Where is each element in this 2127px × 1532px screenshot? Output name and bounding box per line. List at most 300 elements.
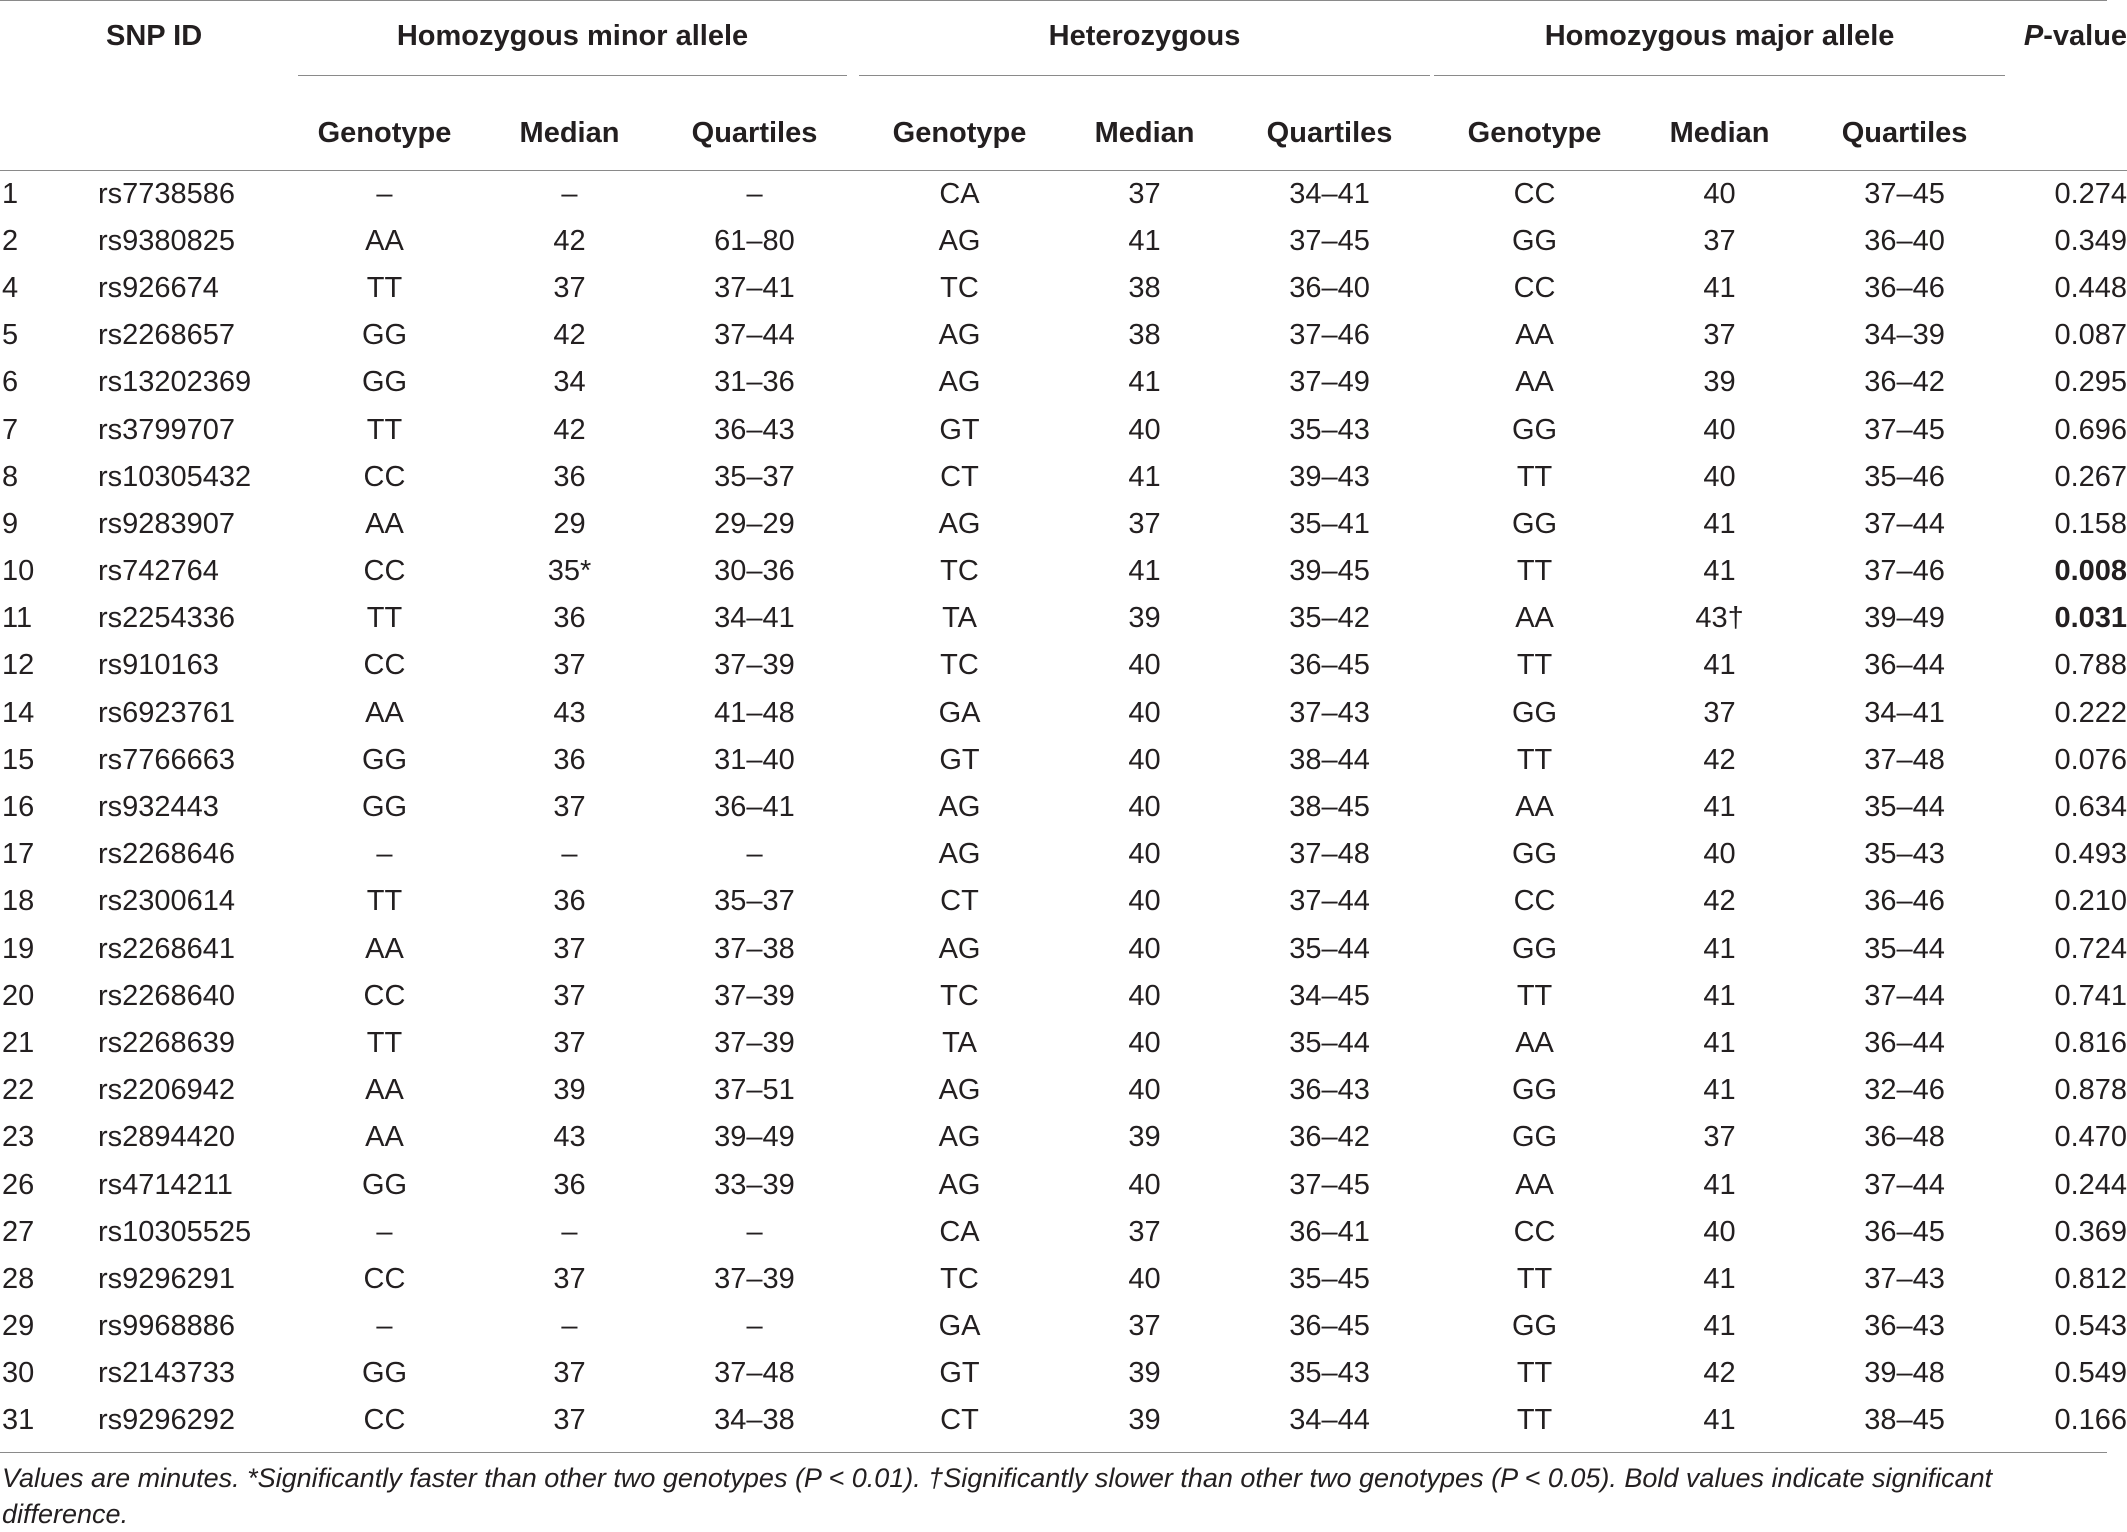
snp-id-cell: rs4714211 [98,1168,233,1201]
het-genotype-cell: CA [939,177,980,210]
major-median-cell: 41 [1703,979,1736,1012]
subheader-major-quartiles: Quartiles [1841,116,1968,149]
major-quartiles-cell: 37–43 [1864,1262,1945,1295]
row-index-cell: 1 [2,177,19,210]
minor-quartiles-cell: 35–37 [714,885,795,918]
p-value-cell: 0.549 [2054,1357,2127,1390]
major-quartiles-cell: 32–46 [1864,1074,1945,1107]
minor-quartiles-cell: 36–41 [714,791,795,824]
row-index-cell: 12 [2,649,35,682]
major-genotype-cell: GG [1511,507,1558,540]
spacer-cell [847,926,867,973]
major-genotype-cell: TT [1516,1403,1553,1436]
major-quartiles-cell: 36–43 [1864,1310,1945,1343]
het-genotype-cell: CT [940,1403,979,1436]
table-row [0,595,2127,642]
major-median-cell: 43† [1695,602,1744,635]
major-quartiles-cell: 35–46 [1864,460,1945,493]
p-value-cell: 0.267 [2054,460,2127,493]
major-genotype-cell: AA [1515,602,1554,635]
table-row [0,1209,2127,1256]
spacer-cell [1422,1114,1442,1161]
minor-median-cell: 36 [553,602,586,635]
major-median-cell: 41 [1703,1168,1736,1201]
het-quartiles-cell: 37–49 [1289,366,1370,399]
het-median-cell: 40 [1128,413,1161,446]
spacer-cell [1422,1067,1442,1114]
snp-id-cell: rs2143733 [98,1357,236,1390]
major-genotype-cell: GG [1511,1074,1558,1107]
major-quartiles-cell: 37–48 [1864,743,1945,776]
het-genotype-cell: AG [938,932,981,965]
snp-id-cell: rs2894420 [98,1121,236,1154]
het-genotype-cell: TC [940,1262,979,1295]
row-index-cell: 27 [2,1215,35,1248]
minor-median-cell: 36 [553,743,586,776]
minor-genotype-cell: – [376,177,393,210]
het-genotype-cell: AG [938,507,981,540]
table-row [0,406,2127,453]
p-value-cell: 0.210 [2054,885,2127,918]
table-row [0,171,2127,218]
het-genotype-cell: AG [938,1168,981,1201]
table-row [0,878,2127,925]
major-genotype-cell: TT [1516,743,1553,776]
major-median-cell: 42 [1703,743,1736,776]
major-quartiles-cell: 37–45 [1864,413,1945,446]
major-median-cell: 41 [1703,271,1736,304]
table-row [0,1397,2127,1449]
het-quartiles-cell: 35–44 [1289,932,1370,965]
major-genotype-cell: TT [1516,649,1553,682]
minor-quartiles-cell: 37–51 [714,1074,795,1107]
minor-genotype-cell: CC [363,979,406,1012]
table-row [0,548,2127,595]
table-row [0,926,2127,973]
subheader-minor-genotype: Genotype [317,116,452,149]
snp-id-cell: rs910163 [98,649,219,682]
snp-id-cell: rs10305525 [98,1215,252,1248]
minor-median-cell: 37 [553,1357,586,1390]
subheader-major-genotype: Genotype [1467,116,1602,149]
table-row [0,359,2127,406]
major-median-cell: 41 [1703,649,1736,682]
minor-quartiles-cell: 37–39 [714,649,795,682]
major-quartiles-cell: 36–46 [1864,885,1945,918]
snp-id-cell: rs2206942 [98,1074,236,1107]
row-index-cell: 4 [2,271,19,304]
p-value-cell: 0.741 [2054,979,2127,1012]
major-quartiles-cell: 35–44 [1864,791,1945,824]
row-index-cell: 2 [2,224,19,257]
snp-id-cell: rs926674 [98,271,219,304]
p-value-cell: 0.274 [2054,177,2127,210]
spacer-cell [847,784,867,831]
minor-median-cell: 37 [553,649,586,682]
table-row [0,1256,2127,1303]
het-quartiles-cell: 37–45 [1289,224,1370,257]
het-median-cell: 40 [1128,1074,1161,1107]
major-quartiles-cell: 36–48 [1864,1121,1945,1154]
minor-quartiles-cell: 30–36 [714,555,795,588]
minor-median-cell: 34 [553,366,586,399]
snp-id-cell: rs6923761 [98,696,236,729]
header-p-value-rest: -value [2043,20,2127,52]
het-genotype-cell: AG [938,319,981,352]
header-group-het [867,0,1422,96]
table-row [0,312,2127,359]
minor-genotype-cell: CC [363,1403,406,1436]
spacer-cell [1422,784,1442,831]
minor-median-cell: 39 [553,1074,586,1107]
het-quartiles-cell: 35–45 [1289,1262,1370,1295]
group-het-underline [859,20,1430,76]
group-major-underline [1434,20,2005,76]
het-median-cell: 39 [1128,1357,1161,1390]
p-value-cell: 0.087 [2054,319,2127,352]
major-genotype-cell: GG [1511,838,1558,871]
minor-median-cell: 36 [553,885,586,918]
header-snp-id: SNP ID [106,20,203,52]
het-median-cell: 40 [1128,979,1161,1012]
het-quartiles-cell: 36–40 [1289,271,1370,304]
minor-quartiles-cell: – [746,1215,763,1248]
minor-quartiles-cell: – [746,838,763,871]
minor-median-cell: 37 [553,271,586,304]
spacer-cell [847,1067,867,1114]
minor-genotype-cell: TT [366,271,403,304]
major-quartiles-cell: 39–48 [1864,1357,1945,1390]
het-median-cell: 40 [1128,1168,1161,1201]
spacer-cell [847,406,867,453]
minor-genotype-cell: AA [365,932,404,965]
major-quartiles-cell: 35–43 [1864,838,1945,871]
minor-genotype-cell: TT [366,1026,403,1059]
het-genotype-cell: CT [940,885,979,918]
header-p-value [1997,0,2127,96]
major-median-cell: 42 [1703,1357,1736,1390]
minor-quartiles-cell: 33–39 [714,1168,795,1201]
minor-quartiles-cell: 41–48 [714,696,795,729]
minor-median-cell: 36 [553,1168,586,1201]
major-median-cell: 37 [1703,696,1736,729]
table-row [0,737,2127,784]
spacer-cell [1422,171,1442,218]
row-index-cell: 19 [2,932,35,965]
minor-median-cell: 37 [553,1403,586,1436]
spacer-cell [847,1020,867,1067]
table-row [0,1303,2127,1350]
row-index-cell: 30 [2,1357,35,1390]
minor-quartiles-cell: – [746,177,763,210]
spacer-cell [847,1256,867,1303]
major-genotype-cell: AA [1515,791,1554,824]
het-median-cell: 37 [1128,1215,1161,1248]
spacer-cell [1422,595,1442,642]
major-median-cell: 41 [1703,932,1736,965]
het-quartiles-cell: 35–41 [1289,507,1370,540]
het-median-cell: 39 [1128,1403,1161,1436]
snp-id-cell: rs742764 [98,555,219,588]
minor-genotype-cell: – [376,1310,393,1343]
table-row [0,1020,2127,1067]
p-value-cell: 0.470 [2054,1121,2127,1154]
minor-median-cell: – [561,177,578,210]
major-quartiles-cell: 39–49 [1864,602,1945,635]
snp-id-cell: rs3799707 [98,413,236,446]
table-bottom-rule [0,1452,2107,1453]
major-quartiles-cell: 37–44 [1864,979,1945,1012]
p-value-cell: 0.696 [2054,413,2127,446]
minor-quartiles-cell: 37–39 [714,979,795,1012]
p-value-cell: 0.493 [2054,838,2127,871]
table-row [0,642,2127,689]
snp-id-cell: rs2254336 [98,602,236,635]
spacer-cell [1422,690,1442,737]
table-row [0,218,2127,265]
table-row [0,690,2127,737]
het-median-cell: 41 [1128,366,1161,399]
het-genotype-cell: AG [938,838,981,871]
het-genotype-cell: AG [938,1074,981,1107]
minor-genotype-cell: AA [365,507,404,540]
minor-median-cell: 42 [553,224,586,257]
het-quartiles-cell: 36–41 [1289,1215,1370,1248]
row-index-cell: 11 [2,602,33,635]
major-genotype-cell: GG [1511,224,1558,257]
major-genotype-cell: CC [1513,271,1556,304]
header-group-major [1442,0,1997,96]
row-index-cell: 16 [2,791,35,824]
het-genotype-cell: AG [938,366,981,399]
het-median-cell: 38 [1128,271,1161,304]
minor-quartiles-cell: 37–39 [714,1262,795,1295]
major-genotype-cell: TT [1516,555,1553,588]
minor-quartiles-cell: 37–41 [714,271,795,304]
table-row [0,454,2127,501]
major-median-cell: 40 [1703,1215,1736,1248]
het-median-cell: 40 [1128,696,1161,729]
spacer-cell [847,1161,867,1208]
spacer-cell [1422,359,1442,406]
minor-median-cell: 42 [553,413,586,446]
snp-id-cell: rs932443 [98,791,219,824]
minor-quartiles-cell: – [746,1310,763,1343]
het-genotype-cell: GA [938,696,981,729]
minor-genotype-cell: GG [361,791,408,824]
row-index-cell: 14 [2,696,35,729]
subheader-minor-quartiles: Quartiles [691,116,818,149]
row-index-cell: 17 [2,838,35,871]
minor-quartiles-cell: 34–41 [714,602,795,635]
het-genotype-cell: TC [940,555,979,588]
spacer-cell [1422,265,1442,312]
subheader-het-median: Median [1094,116,1195,149]
spacer-cell [847,831,867,878]
het-quartiles-cell: 36–42 [1289,1121,1370,1154]
major-genotype-cell: CC [1513,885,1556,918]
spacer-cell [1422,1256,1442,1303]
het-median-cell: 41 [1128,224,1161,257]
spacer-cell [1422,737,1442,784]
table-row [0,501,2127,548]
header-group-major-label: Homozygous major allele [1544,20,1895,52]
minor-median-cell: – [561,1310,578,1343]
snp-id-cell: rs2268639 [98,1026,236,1059]
p-value-cell: 0.788 [2054,649,2127,682]
snp-id-cell: rs2268641 [98,932,236,965]
major-median-cell: 41 [1703,1026,1736,1059]
row-index-cell: 10 [2,555,35,588]
row-index-cell: 5 [2,319,19,352]
major-median-cell: 41 [1703,1262,1736,1295]
subheader-het-quartiles: Quartiles [1266,116,1393,149]
het-median-cell: 38 [1128,319,1161,352]
major-genotype-cell: AA [1515,366,1554,399]
spacer-cell [847,1114,867,1161]
minor-median-cell: 37 [553,1262,586,1295]
minor-median-cell: 36 [553,460,586,493]
het-median-cell: 39 [1128,1121,1161,1154]
minor-genotype-cell: AA [365,1074,404,1107]
minor-median-cell: 37 [553,979,586,1012]
het-genotype-cell: CA [939,1215,980,1248]
minor-quartiles-cell: 37–38 [714,932,795,965]
header-group-minor [292,0,847,96]
major-genotype-cell: AA [1515,1026,1554,1059]
table-row [0,1067,2127,1114]
minor-median-cell: 42 [553,319,586,352]
p-value-cell: 0.008 [2054,555,2127,588]
spacer-cell [847,1397,867,1449]
major-genotype-cell: GG [1511,1310,1558,1343]
major-median-cell: 42 [1703,885,1736,918]
minor-genotype-cell: GG [361,366,408,399]
het-quartiles-cell: 35–42 [1289,602,1370,635]
het-quartiles-cell: 36–45 [1289,1310,1370,1343]
spacer-cell [847,973,867,1020]
het-quartiles-cell: 35–43 [1289,1357,1370,1390]
spacer-cell [847,312,867,359]
major-median-cell: 40 [1703,413,1736,446]
major-quartiles-cell: 34–41 [1864,696,1945,729]
spacer-cell [1422,1161,1442,1208]
spacer-cell [847,171,867,218]
p-value-cell: 0.816 [2054,1026,2127,1059]
major-quartiles-cell: 35–44 [1864,932,1945,965]
het-median-cell: 39 [1128,602,1161,635]
major-quartiles-cell: 36–40 [1864,224,1945,257]
p-value-cell: 0.369 [2054,1215,2127,1248]
major-median-cell: 41 [1703,1403,1736,1436]
het-genotype-cell: GA [938,1310,981,1343]
major-quartiles-cell: 37–46 [1864,555,1945,588]
header-p-value-italic: P [2023,20,2044,52]
spacer-cell [847,1350,867,1397]
minor-genotype-cell: CC [363,555,406,588]
het-genotype-cell: GT [939,743,980,776]
p-value-cell: 0.158 [2054,507,2127,540]
row-index-cell: 18 [2,885,35,918]
snp-id-cell: rs9296291 [98,1262,236,1295]
spacer-cell [1422,1020,1442,1067]
minor-median-cell: 37 [553,1026,586,1059]
spacer-cell [847,595,867,642]
het-genotype-cell: TC [940,649,979,682]
het-quartiles-cell: 37–45 [1289,1168,1370,1201]
header-index [0,0,92,96]
spacer-cell [1422,1303,1442,1350]
het-genotype-cell: TC [940,979,979,1012]
major-genotype-cell: TT [1516,1357,1553,1390]
minor-genotype-cell: AA [365,224,404,257]
major-genotype-cell: GG [1511,932,1558,965]
major-genotype-cell: GG [1511,413,1558,446]
minor-quartiles-cell: 37–39 [714,1026,795,1059]
p-value-cell: 0.543 [2054,1310,2127,1343]
major-median-cell: 37 [1703,1121,1736,1154]
het-quartiles-cell: 36–43 [1289,1074,1370,1107]
minor-quartiles-cell: 39–49 [714,1121,795,1154]
row-index-cell: 9 [2,507,19,540]
minor-median-cell: – [561,838,578,871]
p-value-cell: 0.634 [2054,791,2127,824]
row-index-cell: 26 [2,1168,35,1201]
header-group-minor-label: Homozygous minor allele [396,20,749,52]
minor-genotype-cell: CC [363,1262,406,1295]
het-quartiles-cell: 34–41 [1289,177,1370,210]
snp-id-cell: rs2268657 [98,319,236,352]
p-value-cell: 0.244 [2054,1168,2127,1201]
minor-genotype-cell: TT [366,602,403,635]
major-genotype-cell: TT [1516,1262,1553,1295]
minor-median-cell: 29 [553,507,586,540]
subheader-het-genotype: Genotype [892,116,1027,149]
spacer-cell [847,265,867,312]
het-median-cell: 37 [1128,1310,1161,1343]
major-genotype-cell: AA [1515,319,1554,352]
row-index-cell: 22 [2,1074,35,1107]
row-index-cell: 7 [2,413,19,446]
major-genotype-cell: GG [1511,1121,1558,1154]
het-quartiles-cell: 37–46 [1289,319,1370,352]
p-value-cell: 0.222 [2054,696,2127,729]
het-median-cell: 41 [1128,555,1161,588]
snp-id-cell: rs7766663 [98,743,236,776]
minor-median-cell: – [561,1215,578,1248]
het-quartiles-cell: 37–48 [1289,838,1370,871]
table-row [0,784,2127,831]
minor-quartiles-cell: 34–38 [714,1403,795,1436]
minor-quartiles-cell: 31–40 [714,743,795,776]
het-median-cell: 37 [1128,507,1161,540]
row-index-cell: 23 [2,1121,35,1154]
table-header [0,0,2127,171]
het-genotype-cell: AG [938,224,981,257]
header-group-het-label: Heterozygous [1048,20,1241,52]
spacer-cell [1422,312,1442,359]
major-median-cell: 37 [1703,319,1736,352]
p-value-cell: 0.878 [2054,1074,2127,1107]
major-quartiles-cell: 36–44 [1864,1026,1945,1059]
snp-id-cell: rs9283907 [98,507,236,540]
snp-id-cell: rs10305432 [98,460,252,493]
het-quartiles-cell: 37–43 [1289,696,1370,729]
minor-genotype-cell: – [376,838,393,871]
het-quartiles-cell: 35–44 [1289,1026,1370,1059]
table-row [0,265,2127,312]
spacer-cell [1422,878,1442,925]
